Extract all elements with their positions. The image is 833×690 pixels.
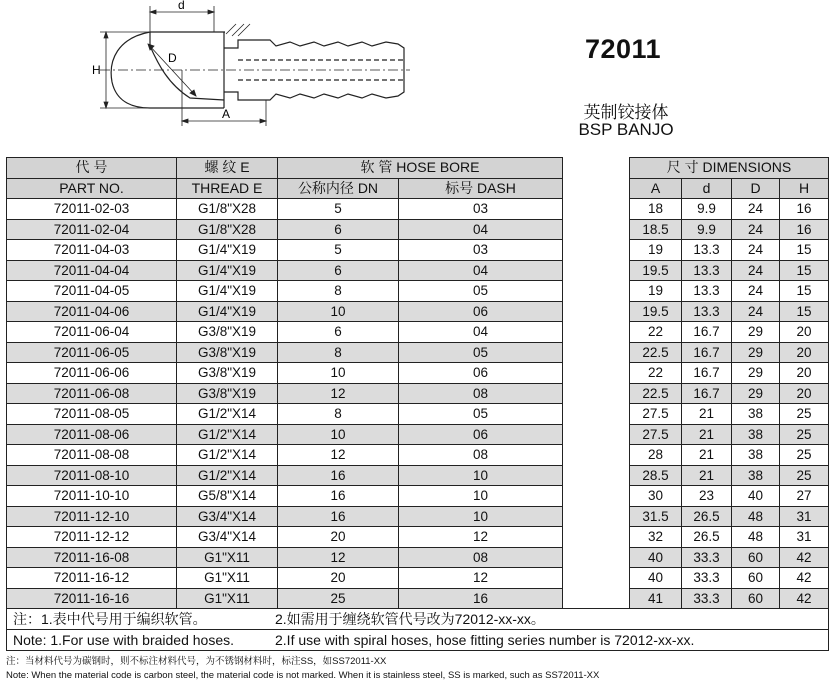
cell-d: 9.9 — [682, 219, 732, 240]
cell-dn: 12 — [278, 445, 399, 466]
table-row — [7, 506, 829, 527]
cell-thread: G3/4"X14 — [177, 527, 278, 548]
cell-A: 28.5 — [630, 465, 682, 486]
cell-part: 72011-02-04 — [7, 219, 177, 240]
cell-dash: 16 — [399, 588, 563, 609]
cell-dn: 8 — [278, 342, 399, 363]
cell-D: 29 — [732, 363, 780, 384]
gap-cell — [563, 301, 630, 322]
gap-cell — [563, 322, 630, 343]
cell-D: 24 — [732, 219, 780, 240]
table-row — [7, 424, 829, 445]
cell-H: 25 — [780, 465, 829, 486]
cell-thread: G1/2"X14 — [177, 424, 278, 445]
header-dash: 标号 DASH — [399, 178, 563, 199]
cell-thread: G1/4"X19 — [177, 260, 278, 281]
cell-A: 22 — [630, 363, 682, 384]
cell-part: 72011-04-03 — [7, 240, 177, 261]
spec-table — [6, 157, 829, 651]
table-row — [7, 568, 829, 589]
cell-dn: 10 — [278, 424, 399, 445]
product-title-cn: 英制铰接体 — [583, 103, 669, 122]
cell-thread: G3/8"X19 — [177, 322, 278, 343]
cell-dn: 5 — [278, 199, 399, 220]
cell-dn: 8 — [278, 404, 399, 425]
cell-dn: 10 — [278, 363, 399, 384]
cell-d: 16.7 — [682, 383, 732, 404]
cell-D: 40 — [732, 486, 780, 507]
gap-cell — [563, 506, 630, 527]
cell-A: 18 — [630, 199, 682, 220]
cell-dash: 10 — [399, 506, 563, 527]
table-note-cn-1: 注：1.表中代号用于编织软管。 — [13, 610, 207, 627]
table-note-en-2: 2.If use with spiral hoses, hose fitting series number is 72012-xx-xx. — [275, 631, 695, 648]
cell-H: 25 — [780, 424, 829, 445]
cell-part: 72011-12-10 — [7, 506, 177, 527]
cell-A: 19.5 — [630, 301, 682, 322]
cell-dn: 20 — [278, 568, 399, 589]
cell-d: 16.7 — [682, 342, 732, 363]
cell-H: 42 — [780, 568, 829, 589]
cell-dash: 06 — [399, 424, 563, 445]
gap-cell — [563, 445, 630, 466]
cell-d: 13.3 — [682, 301, 732, 322]
cell-A: 40 — [630, 568, 682, 589]
cell-dash: 06 — [399, 301, 563, 322]
cell-thread: G3/8"X19 — [177, 363, 278, 384]
cell-dash: 05 — [399, 342, 563, 363]
cell-D: 38 — [732, 465, 780, 486]
cell-thread: G3/4"X14 — [177, 506, 278, 527]
cell-d: 9.9 — [682, 199, 732, 220]
header-thread-en: THREAD E — [177, 178, 278, 199]
cell-H: 15 — [780, 281, 829, 302]
cell-thread: G1/4"X19 — [177, 240, 278, 261]
cell-dn: 5 — [278, 240, 399, 261]
cell-D: 38 — [732, 445, 780, 466]
cell-dash: 04 — [399, 219, 563, 240]
gap-cell — [563, 465, 630, 486]
cell-thread: G1"X11 — [177, 568, 278, 589]
cell-d: 13.3 — [682, 240, 732, 261]
material-note-en: Note: When the material code is carbon steel, the material code is not marked. When it is stainless steel, SS is marked, such as SS72011-XX — [6, 670, 600, 681]
gap-cell — [563, 240, 630, 261]
cell-D: 38 — [732, 404, 780, 425]
cell-thread: G1/2"X14 — [177, 404, 278, 425]
cell-d: 13.3 — [682, 260, 732, 281]
cell-part: 72011-10-10 — [7, 486, 177, 507]
header-dn: 公称内径 DN — [278, 178, 399, 199]
cell-dash: 03 — [399, 240, 563, 261]
gap-cell — [563, 363, 630, 384]
cell-A: 19.5 — [630, 260, 682, 281]
table-row — [7, 260, 829, 281]
cell-part: 72011-16-16 — [7, 588, 177, 609]
dimension-d-label: d — [178, 0, 185, 12]
cell-d: 21 — [682, 424, 732, 445]
cell-dn: 12 — [278, 383, 399, 404]
cell-dn: 10 — [278, 301, 399, 322]
cell-H: 20 — [780, 342, 829, 363]
cell-A: 30 — [630, 486, 682, 507]
table-row — [7, 465, 829, 486]
cell-D: 29 — [732, 383, 780, 404]
table-note-cn — [7, 609, 829, 630]
cell-H: 20 — [780, 363, 829, 384]
cell-H: 15 — [780, 301, 829, 322]
cell-A: 32 — [630, 527, 682, 548]
cell-D: 60 — [732, 568, 780, 589]
cell-H: 31 — [780, 506, 829, 527]
cell-thread: G1/2"X14 — [177, 445, 278, 466]
header-gap — [563, 158, 630, 199]
cell-D: 24 — [732, 281, 780, 302]
table-row — [7, 322, 829, 343]
cell-H: 20 — [780, 322, 829, 343]
gap-cell — [563, 281, 630, 302]
cell-dn: 16 — [278, 465, 399, 486]
cell-H: 16 — [780, 219, 829, 240]
table-row — [7, 240, 829, 261]
cell-dash: 04 — [399, 260, 563, 281]
cell-H: 42 — [780, 547, 829, 568]
header-thread-cn: 螺 纹 E — [177, 158, 278, 179]
cell-part: 72011-06-04 — [7, 322, 177, 343]
cell-dn: 12 — [278, 547, 399, 568]
cell-thread: G1/8"X28 — [177, 219, 278, 240]
cell-A: 31.5 — [630, 506, 682, 527]
cell-d: 21 — [682, 465, 732, 486]
cell-H: 42 — [780, 588, 829, 609]
gap-cell — [563, 342, 630, 363]
table-note-row-en — [7, 630, 829, 651]
cell-dash: 05 — [399, 404, 563, 425]
cell-dn: 6 — [278, 219, 399, 240]
cell-H: 25 — [780, 404, 829, 425]
dimension-D-label: D — [168, 51, 177, 65]
cell-d: 16.7 — [682, 322, 732, 343]
cell-dn: 6 — [278, 322, 399, 343]
table-note-en-1: Note: 1.For use with braided hoses. — [13, 631, 235, 648]
header-part-cn: 代 号 — [7, 158, 177, 179]
cell-part: 72011-04-05 — [7, 281, 177, 302]
cell-thread: G1"X11 — [177, 547, 278, 568]
cell-A: 19 — [630, 281, 682, 302]
cell-d: 33.3 — [682, 588, 732, 609]
table-row — [7, 342, 829, 363]
cell-A: 27.5 — [630, 424, 682, 445]
cell-dash: 04 — [399, 322, 563, 343]
cell-D: 29 — [732, 342, 780, 363]
cell-dash: 12 — [399, 527, 563, 548]
cell-H: 20 — [780, 383, 829, 404]
cell-part: 72011-08-06 — [7, 424, 177, 445]
banjo-fitting-drawing — [84, 0, 414, 150]
cell-thread: G3/8"X19 — [177, 342, 278, 363]
table-row — [7, 383, 829, 404]
dimension-H-label: H — [92, 63, 101, 77]
cell-dash: 03 — [399, 199, 563, 220]
cell-D: 24 — [732, 260, 780, 281]
cell-part: 72011-08-08 — [7, 445, 177, 466]
cell-A: 28 — [630, 445, 682, 466]
gap-cell — [563, 588, 630, 609]
cell-thread: G1/2"X14 — [177, 465, 278, 486]
cell-part: 72011-12-12 — [7, 527, 177, 548]
header-A: A — [630, 178, 682, 199]
cell-H: 31 — [780, 527, 829, 548]
cell-thread: G1/4"X19 — [177, 281, 278, 302]
cell-part: 72011-06-05 — [7, 342, 177, 363]
cell-part: 72011-04-04 — [7, 260, 177, 281]
cell-A: 22 — [630, 322, 682, 343]
cell-dn: 8 — [278, 281, 399, 302]
gap-cell — [563, 260, 630, 281]
table-row — [7, 486, 829, 507]
cell-dash: 06 — [399, 363, 563, 384]
table-note-cn-2: 2.如需用于缠绕软管代号改为72012-xx-xx。 — [275, 610, 545, 627]
cell-A: 41 — [630, 588, 682, 609]
cell-dash: 12 — [399, 568, 563, 589]
cell-dn: 16 — [278, 486, 399, 507]
gap-cell — [563, 199, 630, 220]
cell-D: 24 — [732, 301, 780, 322]
header-H: H — [780, 178, 829, 199]
material-notes — [6, 655, 599, 683]
cell-d: 33.3 — [682, 568, 732, 589]
header-D: D — [732, 178, 780, 199]
gap-cell — [563, 404, 630, 425]
cell-H: 16 — [780, 199, 829, 220]
cell-part: 72011-08-10 — [7, 465, 177, 486]
table-row — [7, 281, 829, 302]
gap-cell — [563, 527, 630, 548]
cell-A: 22.5 — [630, 383, 682, 404]
cell-part: 72011-06-08 — [7, 383, 177, 404]
material-note-cn: 注：当材料代号为碳钢时，则不标注材料代号，为不锈钢材料时，标注SS，如SS72011-XX — [6, 656, 387, 667]
cell-d: 21 — [682, 404, 732, 425]
cell-part: 72011-08-05 — [7, 404, 177, 425]
dimension-A-label: A — [222, 107, 231, 121]
table-row — [7, 199, 829, 220]
cell-dn: 20 — [278, 527, 399, 548]
cell-D: 38 — [732, 424, 780, 445]
cell-thread: G1"X11 — [177, 588, 278, 609]
cell-dn: 25 — [278, 588, 399, 609]
cell-d: 33.3 — [682, 547, 732, 568]
cell-d: 26.5 — [682, 527, 732, 548]
cell-D: 29 — [732, 322, 780, 343]
cell-dn: 16 — [278, 506, 399, 527]
table-row — [7, 547, 829, 568]
cell-thread: G5/8"X14 — [177, 486, 278, 507]
cell-D: 48 — [732, 527, 780, 548]
cell-H: 15 — [780, 240, 829, 261]
header-d: d — [682, 178, 732, 199]
cell-part: 72011-16-12 — [7, 568, 177, 589]
header-hose-bore: 软 管 HOSE BORE — [278, 158, 563, 179]
gap-cell — [563, 568, 630, 589]
cell-part: 72011-02-03 — [7, 199, 177, 220]
table-row — [7, 404, 829, 425]
part-number-title: 72011 — [584, 34, 662, 64]
cell-A: 18.5 — [630, 219, 682, 240]
cell-thread: G1/8"X28 — [177, 199, 278, 220]
cell-thread: G3/8"X19 — [177, 383, 278, 404]
table-note-row-cn — [7, 609, 829, 630]
cell-d: 16.7 — [682, 363, 732, 384]
cell-D: 60 — [732, 588, 780, 609]
gap-cell — [563, 383, 630, 404]
cell-dn: 6 — [278, 260, 399, 281]
cell-D: 24 — [732, 240, 780, 261]
cell-dash: 08 — [399, 383, 563, 404]
table-row — [7, 301, 829, 322]
table-row — [7, 219, 829, 240]
cell-part: 72011-04-06 — [7, 301, 177, 322]
cell-d: 21 — [682, 445, 732, 466]
table-note-en — [7, 630, 829, 651]
cell-H: 25 — [780, 445, 829, 466]
cell-A: 27.5 — [630, 404, 682, 425]
gap-cell — [563, 547, 630, 568]
cell-A: 22.5 — [630, 342, 682, 363]
gap-cell — [563, 486, 630, 507]
cell-D: 48 — [732, 506, 780, 527]
gap-cell — [563, 219, 630, 240]
cell-thread: G1/4"X19 — [177, 301, 278, 322]
cell-H: 27 — [780, 486, 829, 507]
cell-dash: 05 — [399, 281, 563, 302]
cell-part: 72011-06-06 — [7, 363, 177, 384]
cell-dash: 10 — [399, 486, 563, 507]
cell-part: 72011-16-08 — [7, 547, 177, 568]
table-row — [7, 527, 829, 548]
header-dimensions: 尺 寸 DIMENSIONS — [630, 158, 829, 179]
header-part-en: PART NO. — [7, 178, 177, 199]
gap-cell — [563, 424, 630, 445]
cell-dash: 08 — [399, 547, 563, 568]
cell-dash: 08 — [399, 445, 563, 466]
table-row — [7, 363, 829, 384]
cell-d: 23 — [682, 486, 732, 507]
cell-D: 24 — [732, 199, 780, 220]
cell-d: 26.5 — [682, 506, 732, 527]
product-title-en: BSP BANJO — [578, 120, 674, 139]
table-row — [7, 445, 829, 466]
table-row — [7, 588, 829, 609]
cell-A: 40 — [630, 547, 682, 568]
cell-H: 15 — [780, 260, 829, 281]
cell-dash: 10 — [399, 465, 563, 486]
cell-A: 19 — [630, 240, 682, 261]
cell-D: 60 — [732, 547, 780, 568]
banjo-ring-inner — [150, 46, 224, 100]
cell-d: 13.3 — [682, 281, 732, 302]
